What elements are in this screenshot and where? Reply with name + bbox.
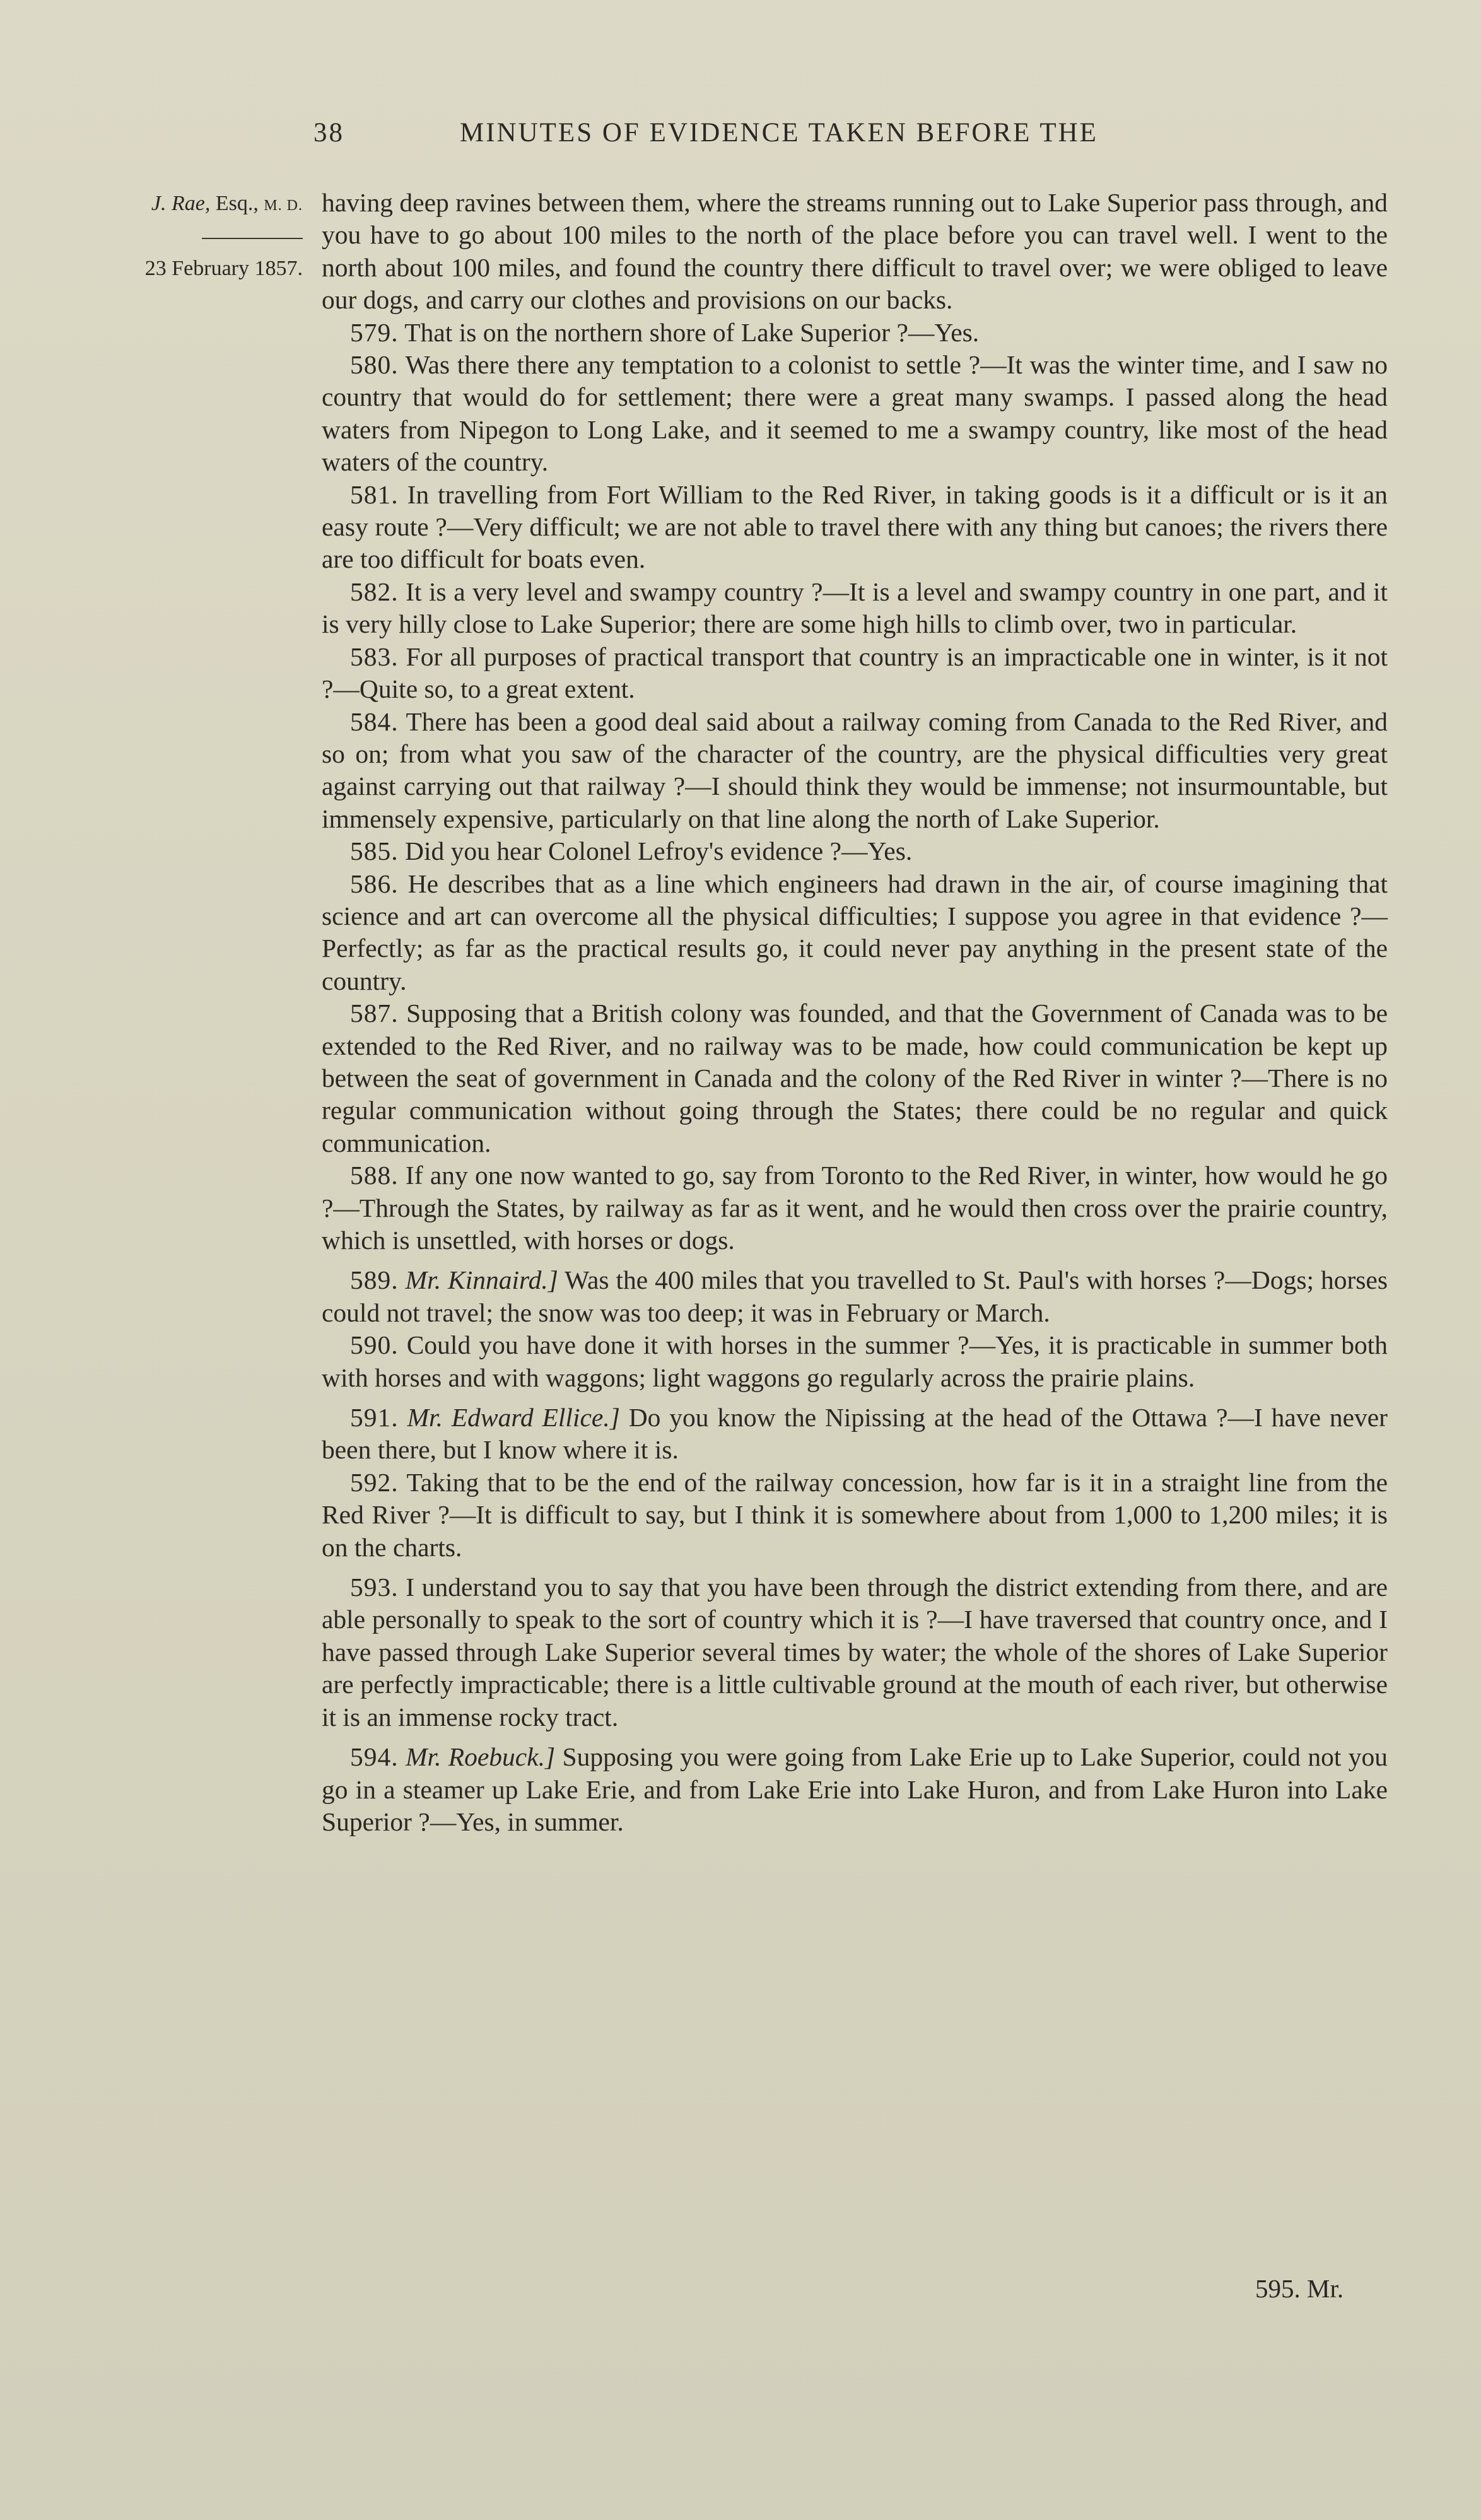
question-number: 584. (350, 706, 399, 736)
paragraph-text: Supposing you were going from Lake Erie up to Lake Superior, could not you go in a steamer up Lake Erie, and from Lake Erie into Lake Huron, and from Lake Huron into Lake Superior ?—Yes, in summer. (322, 1742, 1388, 1836)
evidence-paragraph (322, 576, 1388, 641)
evidence-paragraph (322, 1329, 1388, 1394)
paragraph-text: Was the 400 miles that you travelled to St. Paul's with horses ?—Dogs; horses could not travel; the snow was too deep; it was in February or March. (322, 1265, 1388, 1327)
paragraph-text: There has been a good deal said about a railway coming from Canada to the Red River, and so on; from what you saw of the character of the country, are the physical difficulties very great against carrying out that railway ?—I should think they would be immense; not insurmountable, but immensely expensive, particularly on that line along the north of Lake Superior. (322, 706, 1388, 833)
evidence-paragraph (322, 1402, 1388, 1467)
question-number: 580. (350, 350, 399, 380)
evidence-paragraph (322, 997, 1388, 1159)
catchword: 595. Mr. (1255, 2274, 1344, 2303)
question-number: 592. (350, 1467, 399, 1497)
question-number: 581. (350, 479, 399, 509)
speaker-name: Mr. Kinnaird.] (405, 1265, 558, 1295)
marginal-note (88, 187, 303, 286)
witness-degree: M. D. (264, 197, 303, 214)
paragraph-text: In travelling from Fort William to the Red River, in taking goods is it a difficult or is it an easy route ?—Very difficult; we are not able to travel there with any thing but canoes; the rivers there are too difficult for boats even. (322, 479, 1388, 574)
paragraph-text: Do you know the Nipissing at the head of the Ottawa ?—I have never been there, but I know where it is. (322, 1403, 1388, 1465)
evidence-paragraph (322, 1467, 1388, 1564)
paragraph-text: If any one now wanted to go, say from Toronto to the Red River, in winter, how would he go ?—Through the States, by railway as far as it went, and he would then cross over the prairie country, which is unsettled, with horses or dogs. (322, 1161, 1388, 1255)
evidence-paragraph (322, 349, 1388, 479)
paragraph-text: It is a very level and swampy country ?—It is a level and swampy country in one part, and it is very hilly close to Lake Superior; there are some high hills to climb over, two in particular. (322, 577, 1388, 639)
evidence-paragraph (322, 868, 1388, 998)
evidence-paragraph (322, 835, 1388, 867)
question-number: 593. (350, 1573, 399, 1602)
question-number: 588. (350, 1161, 399, 1190)
evidence-paragraph (322, 1571, 1388, 1733)
evidence-paragraph (322, 641, 1388, 706)
speaker-name: Mr. Roebuck.] (405, 1742, 556, 1772)
paragraph-text: having deep ravines between them, where the streams running out to Lake Superior pass through, and you have to go about 100 miles to the north of the place before you can travel well. I went to the north about 100 miles, and found the country there difficult to travel over; we were obliged to leave our dogs, and carry our clothes and provisions on our backs. (322, 188, 1388, 315)
witness-title: Esq., (215, 192, 259, 215)
evidence-paragraph (322, 1264, 1388, 1329)
paragraph-text: Could you have done it with horses in the summer ?—Yes, it is practicable in summer both with horses and with waggons; light waggons go regularly across the prairie plains. (322, 1330, 1388, 1392)
question-number: 585. (350, 836, 399, 866)
paragraph-text: That is on the northern shore of Lake Superior ?—Yes. (404, 317, 980, 347)
question-number: 586. (350, 869, 399, 898)
margin-rule (202, 238, 303, 239)
evidence-paragraph (322, 479, 1388, 576)
paragraph-text: Taking that to be the end of the railway concession, how far is it in a straight line from the Red River ?—It is difficult to say, but I think it is somewhere about from 1,000 to 1,200 miles; it is on the charts. (322, 1467, 1388, 1562)
paragraph-text: Was there there any temptation to a colonist to settle ?—It was the winter time, and I saw no country that would do for settlement; there were a great many swamps. I passed along the head waters from Nipegon to Long Lake, and it seemed to me a swampy country, like most of the head waters of the country. (322, 350, 1388, 477)
question-number: 590. (350, 1330, 399, 1360)
question-number: 583. (350, 642, 399, 671)
witness-line (88, 187, 303, 223)
page-number: 38 (313, 118, 344, 148)
running-head (313, 117, 1247, 161)
paragraph-text: He describes that as a line which engineers had drawn in the air, of course imagining that science and art can overcome all the physical difficulties; I suppose you agree in that evidence ?—Perfectly; as far as the practical results go, it could never pay anything in the present state of the country. (322, 869, 1388, 995)
question-number: 582. (350, 577, 399, 606)
paragraph-text: Supposing that a British colony was founded, and that the Government of Canada was to be extended to the Red River, and no railway was to be made, how could communication be kept up between the seat of government in Canada and the colony of the Red River in winter ?—There is no regular communication without going through the States; there could be no regular and quick communication. (322, 999, 1388, 1157)
evidence-paragraph (322, 187, 1388, 317)
paragraph-text: I understand you to say that you have been through the district extending from there, and are able personally to speak to the sort of country which it is ?—I have traversed that country once, and I have passed through Lake Superior several times by water; the whole of the shores of Lake Superior are perfectly impracticable; there is a little cultivable ground at the mouth of each river, but otherwise it is an immense rocky tract. (322, 1573, 1388, 1732)
question-number: 591. (350, 1403, 399, 1433)
question-number: 594. (350, 1742, 399, 1772)
question-number: 587. (350, 999, 399, 1028)
question-number: 579. (350, 317, 399, 347)
evidence-date: 23 February 1857. (144, 257, 303, 280)
speaker-name: Mr. Edward Ellice.] (407, 1403, 620, 1433)
question-number: 589. (350, 1265, 399, 1295)
running-title: MINUTES OF EVIDENCE TAKEN BEFORE THE (460, 118, 1098, 148)
witness-name: J. Rae, (151, 192, 211, 215)
evidence-paragraph (322, 706, 1388, 836)
evidence-paragraph (322, 1741, 1388, 1838)
evidence-body (322, 187, 1388, 1838)
paragraph-text: Did you hear Colonel Lefroy's evidence ?—Yes. (405, 836, 913, 866)
evidence-paragraph (322, 1159, 1388, 1257)
paragraph-text: For all purposes of practical transport that country is an impracticable one in winter, is it not ?—Quite so, to a great extent. (322, 642, 1388, 704)
evidence-paragraph (322, 317, 1388, 349)
